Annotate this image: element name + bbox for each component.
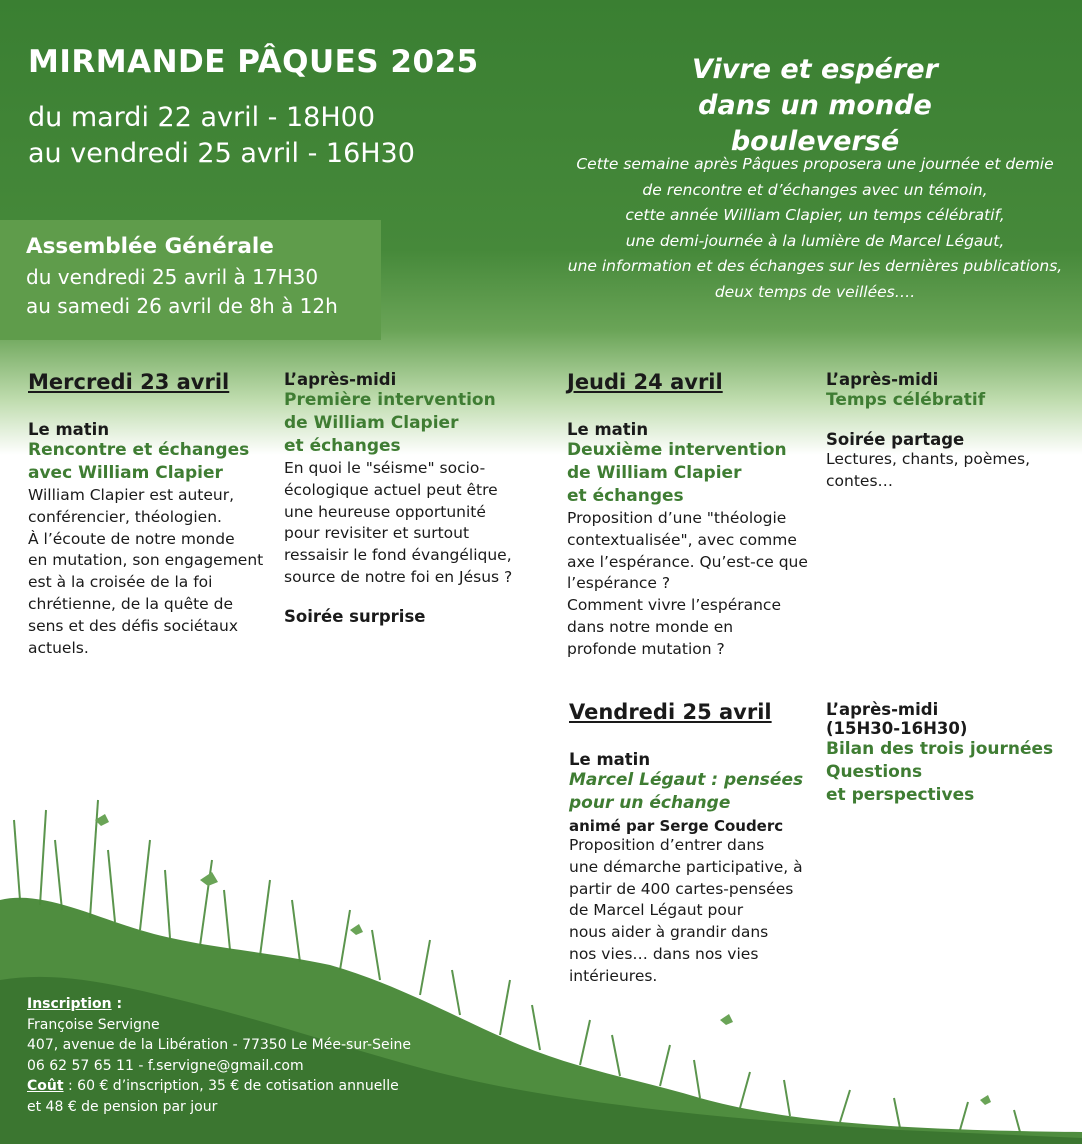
thursday-heading: Jeudi 24 avril	[567, 370, 723, 394]
session-title: avec William Clapier	[28, 463, 223, 483]
session-text: une heureuse opportunité	[284, 502, 486, 521]
thursday-morning	[567, 420, 812, 661]
session-title: et échanges	[567, 486, 684, 506]
session-text: axe l’espérance. Qu’est-ce que	[567, 552, 808, 571]
afternoon-label: L’après-midi	[826, 370, 939, 389]
slogan-line: dans un monde bouleversé	[698, 90, 932, 157]
slogan	[640, 52, 990, 160]
friday-morning	[569, 750, 814, 988]
morning-label: Le matin	[569, 750, 651, 769]
registration-info	[27, 994, 411, 1117]
session-text: William Clapier est auteur,	[28, 486, 235, 504]
assembly-line: du vendredi 25 avril à 17H30	[26, 265, 319, 289]
event-dates	[28, 100, 415, 172]
intro-paragraph	[560, 152, 1070, 305]
session-text: une démarche participative, à	[569, 857, 803, 876]
session-title: Temps célébratif	[826, 390, 986, 410]
page-title: MIRMANDE PÂQUES 2025	[28, 44, 479, 80]
wednesday-morning	[28, 420, 268, 659]
session-text: actuels.	[28, 638, 89, 657]
session-title: Marcel Légaut : pensées	[569, 770, 804, 790]
session-text: chrétienne, de la quête de	[28, 594, 234, 613]
date-end: au vendredi 25 avril - 16H30	[28, 138, 415, 169]
intro-line: une demi-journée à la lumière de Marcel Légaut,	[625, 231, 1005, 250]
session-text: intérieures.	[569, 966, 658, 985]
session-text: sens et des défis sociétaux	[28, 616, 238, 635]
session-text: l’espérance ?	[567, 574, 671, 593]
friday-afternoon	[826, 700, 1076, 807]
session-title: Deuxième intervention	[567, 440, 787, 460]
evening-label: Soirée surprise	[284, 606, 426, 626]
session-text: conférencier, théologien.	[28, 507, 222, 526]
cost-text: : 60 € d’inscription, 35 € de cotisation annuelle	[63, 1078, 399, 1094]
assembly-line: au samedi 26 avril de 8h à 12h	[26, 294, 338, 318]
intro-line: cette année William Clapier, un temps célébratif,	[625, 206, 1005, 224]
afternoon-time: (15H30-16H30)	[826, 719, 968, 738]
friday-heading: Vendredi 25 avril	[569, 700, 772, 724]
wednesday-afternoon	[284, 370, 534, 626]
intro-line: Cette semaine après Pâques proposera une journée et demie	[576, 155, 1054, 173]
session-text: pour revisiter et surtout	[284, 524, 470, 543]
session-text: ressaisir le fond évangélique,	[284, 546, 512, 565]
inscription-colon: :	[111, 996, 123, 1012]
session-title: de William Clapier	[567, 463, 742, 483]
cost-label: Coût	[27, 1078, 64, 1094]
session-text: contextualisée", avec comme	[567, 530, 797, 549]
date-start: du mardi 22 avril - 18H00	[28, 102, 376, 133]
session-text: Proposition d’une "théologie	[567, 509, 787, 527]
cost-line	[27, 1076, 411, 1097]
contact-address: 407, avenue de la Libération - 77350 Le Mée-sur-Seine	[27, 1037, 411, 1053]
session-text: nous aider à grandir dans	[569, 923, 769, 942]
session-text: de Marcel Légaut pour	[569, 901, 744, 920]
afternoon-label: L’après-midi	[284, 370, 397, 389]
session-text: En quoi le "séisme" socio-	[284, 459, 486, 477]
session-title: de William Clapier	[284, 413, 459, 433]
session-text: en mutation, son engagement	[28, 551, 264, 570]
session-text: nos vies… dans nos vies	[569, 944, 759, 963]
session-title: Bilan des trois journées	[826, 739, 1054, 759]
session-text: partir de 400 cartes-pensées	[569, 879, 794, 898]
session-text: est à la croisée de la foi	[28, 573, 213, 592]
contact-phone-email: 06 62 57 65 11 - f.servigne@gmail.com	[27, 1057, 304, 1074]
session-text: écologique actuel peut être	[284, 480, 498, 499]
general-assembly-box	[0, 220, 381, 340]
afternoon-label: L’après-midi	[826, 700, 939, 719]
morning-label: Le matin	[567, 420, 649, 439]
session-text: dans notre monde en	[567, 617, 734, 636]
session-text: Proposition d’entrer dans	[569, 836, 765, 854]
session-title: et perspectives	[826, 785, 975, 805]
session-text: source de notre foi en Jésus ?	[284, 567, 513, 586]
session-title: Première intervention	[284, 390, 496, 410]
assembly-title: Assemblée Générale	[26, 234, 274, 259]
evening-label: Soirée partage	[826, 430, 965, 449]
intro-line: de rencontre et d’échanges avec un témoin,	[642, 180, 988, 199]
contact-name: Françoise Servigne	[27, 1016, 160, 1033]
inscription-heading	[27, 994, 411, 1015]
session-text: profonde mutation ?	[567, 639, 725, 658]
cost-line-2: et 48 € de pension par jour	[27, 1098, 218, 1115]
session-title: Rencontre et échanges	[28, 440, 250, 460]
wednesday-heading: Mercredi 23 avril	[28, 370, 230, 394]
session-text: contes…	[826, 471, 894, 490]
session-text: Lectures, chants, poèmes,	[826, 450, 1030, 468]
intro-line: une information et des échanges sur les dernières publications,	[567, 257, 1063, 275]
morning-label: Le matin	[28, 420, 110, 439]
session-title: Questions	[826, 762, 923, 782]
session-title: pour un échange	[569, 793, 731, 813]
slogan-line: Vivre et espérer	[692, 54, 938, 85]
animator: animé par Serge Couderc	[569, 817, 784, 835]
inscription-label: Inscription	[27, 996, 112, 1012]
session-title: et échanges	[284, 436, 401, 456]
intro-line: deux temps de veillées….	[714, 282, 916, 301]
thursday-afternoon	[826, 370, 1076, 493]
session-text: À l’écoute de notre monde	[28, 529, 235, 548]
session-text: Comment vivre l’espérance	[567, 596, 781, 615]
